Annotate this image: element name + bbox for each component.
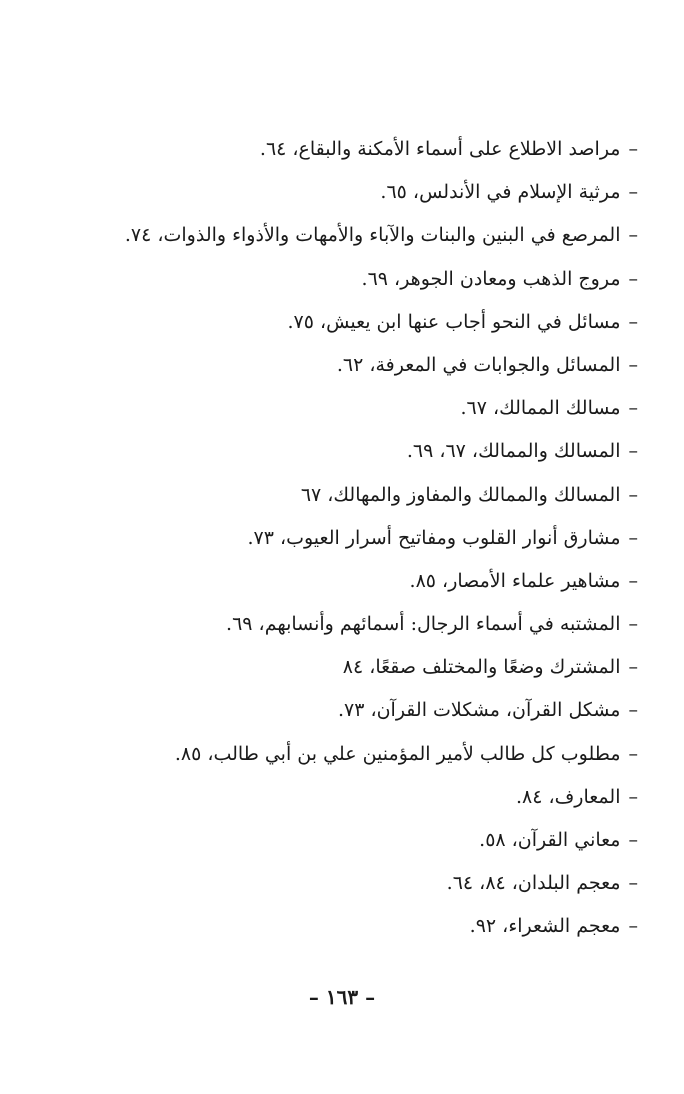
entry-dash: – [628, 742, 638, 765]
entry-dash: – [628, 224, 638, 247]
index-entry [38, 862, 638, 905]
entry-text: المشترك وضعًا والمختلف صقعًا، ٨٤ [342, 656, 621, 679]
index-entry [38, 560, 638, 603]
entry-dash: – [628, 310, 638, 333]
entry-dash: – [628, 829, 638, 851]
entry-dash: – [628, 656, 638, 679]
entry-dash: – [628, 569, 638, 592]
index-entry [38, 819, 638, 862]
entry-text: معجم الشعراء، ٩٢. [469, 915, 621, 938]
entry-text: المسالك والممالك والمفاوز والمهالك، ٦٧ [300, 483, 621, 506]
entry-dash: – [628, 267, 638, 290]
entry-dash: – [628, 181, 638, 204]
index-entry [38, 258, 638, 301]
entry-dash: – [628, 613, 638, 636]
entry-text: مشكل القرآن، مشكلات القرآن، ٧٣. [337, 699, 621, 722]
entry-dash: – [628, 397, 638, 420]
entry-text: معاني القرآن، ٥٨. [479, 829, 621, 851]
index-entry [38, 905, 638, 948]
index-entry [38, 128, 638, 171]
index-entry [38, 430, 638, 473]
entry-text: مسائل في النحو أجاب عنها ابن يعيش، ٧٥. [287, 310, 621, 333]
index-entry [38, 646, 638, 689]
entry-dash: – [628, 440, 638, 463]
entry-dash: – [628, 483, 638, 506]
index-entry [38, 733, 638, 776]
entry-text: مراصد الاطلاع على أسماء الأمكنة والبقاع، ٦٤. [259, 138, 621, 160]
entry-text: المسالك والممالك، ٦٧، ٦٩. [406, 440, 621, 463]
index-entry [38, 214, 638, 257]
entry-text: المرصع في البنين والبنات والآباء والأمهات والأذواء والذوات، ٧٤. [124, 224, 621, 247]
entry-dash: – [628, 699, 638, 722]
entry-text: المسائل والجوابات في المعرفة، ٦٢. [336, 353, 621, 376]
index-entry [38, 171, 638, 214]
index-entry [38, 517, 638, 560]
entry-dash: – [628, 138, 638, 160]
index-entry [38, 474, 638, 517]
index-entry [38, 301, 638, 344]
page-number: – ١٦٣ – [308, 985, 376, 1009]
index-entry [38, 776, 638, 819]
entry-text: مرثية الإسلام في الأندلس، ٦٥. [380, 181, 621, 204]
index-entry [38, 387, 638, 430]
entry-dash: – [628, 353, 638, 376]
index-entry [38, 689, 638, 732]
entry-text: مسالك الممالك، ٦٧. [460, 397, 621, 420]
entry-text: معجم البلدان، ٨٤، ٦٤. [446, 872, 621, 895]
index-entry [38, 603, 638, 646]
index-entry-list [38, 128, 638, 949]
entry-text: المعارف، ٨٤. [515, 785, 621, 808]
entry-text: مشاهير علماء الأمصار، ٨٥. [409, 569, 621, 592]
entry-dash: – [628, 872, 638, 895]
entry-dash: – [628, 526, 638, 549]
index-entry [38, 344, 638, 387]
entry-dash: – [628, 785, 638, 808]
entry-dash: – [628, 915, 638, 938]
entry-text: مروج الذهب ومعادن الجوهر، ٦٩. [361, 267, 621, 290]
entry-text: مطلوب كل طالب لأمير المؤمنين علي بن أبي طالب، ٨٥. [174, 742, 621, 765]
entry-text: المشتبه في أسماء الرجال: أسمائهم وأنسابهم، ٦٩. [226, 613, 621, 636]
entry-text: مشارق أنوار القلوب ومفاتيح أسرار العيوب، ٧٣. [247, 526, 621, 549]
